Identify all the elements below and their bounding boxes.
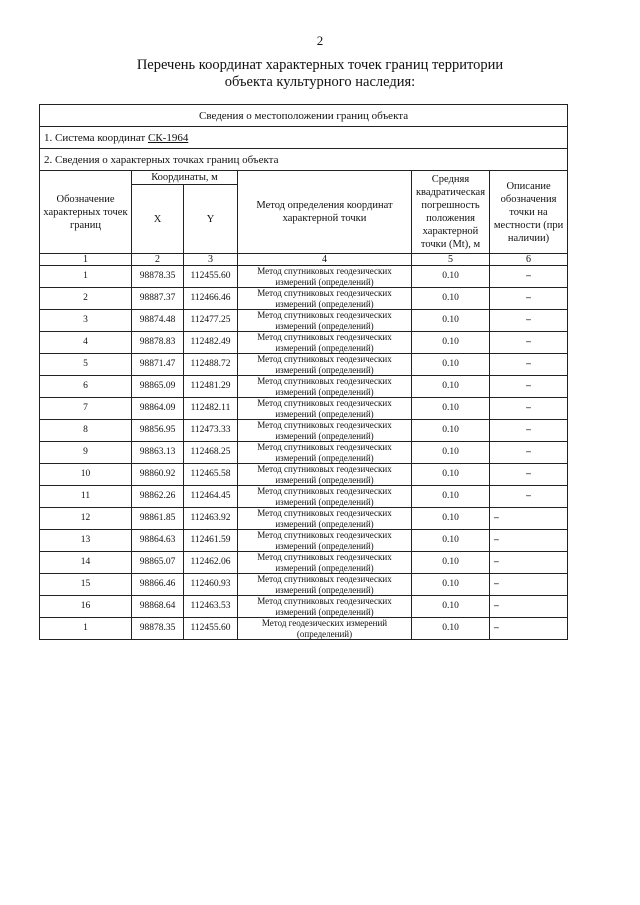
description-cell: – (490, 596, 568, 618)
description-cell: – (490, 530, 568, 552)
accuracy-cell: 0.10 (412, 442, 490, 464)
y-coordinate-cell: 112482.11 (184, 398, 238, 420)
y-coordinate-cell: 112463.92 (184, 508, 238, 530)
y-coordinate-cell: 112460.93 (184, 574, 238, 596)
column-number: 6 (490, 254, 568, 266)
method-cell: Метод спутниковых геодезических измерений (определений) (238, 310, 412, 332)
point-id-cell: 9 (40, 442, 132, 464)
table-row (40, 420, 568, 442)
table-row (40, 354, 568, 376)
point-id-cell: 2 (40, 288, 132, 310)
description-cell: – (490, 442, 568, 464)
x-coordinate-cell: 98864.09 (132, 398, 184, 420)
point-id-cell: 1 (40, 618, 132, 640)
title-line-1: Перечень координат характерных точек границ территории (136, 57, 504, 73)
point-id-cell: 7 (40, 398, 132, 420)
table-row (40, 288, 568, 310)
y-coordinate-cell: 112462.06 (184, 552, 238, 574)
coordinate-system-prefix: 1. Система координат (44, 131, 148, 144)
point-id-cell: 16 (40, 596, 132, 618)
x-coordinate-cell: 98871.47 (132, 354, 184, 376)
description-cell: – (490, 486, 568, 508)
accuracy-cell: 0.10 (412, 530, 490, 552)
point-id-cell: 6 (40, 376, 132, 398)
page-number: 2 (316, 33, 324, 48)
column-number: 5 (412, 254, 490, 266)
method-cell: Метод спутниковых геодезических измерений (определений) (238, 486, 412, 508)
x-coordinate-cell: 98856.95 (132, 420, 184, 442)
method-cell: Метод спутниковых геодезических измерений (определений) (238, 354, 412, 376)
point-id-cell: 11 (40, 486, 132, 508)
table-row (40, 266, 568, 288)
accuracy-cell: 0.10 (412, 552, 490, 574)
point-id-cell: 4 (40, 332, 132, 354)
table-row (40, 530, 568, 552)
y-coordinate-cell: 112482.49 (184, 332, 238, 354)
coordinate-system-name: СК-1964 (147, 131, 189, 144)
x-coordinate-cell: 98878.83 (132, 332, 184, 354)
accuracy-cell: 0.10 (412, 376, 490, 398)
description-cell: – (490, 288, 568, 310)
header-method: Метод определения координат характерной точки (238, 171, 412, 254)
x-coordinate-cell: 98865.07 (132, 552, 184, 574)
method-cell: Метод спутниковых геодезических измерений (определений) (238, 376, 412, 398)
accuracy-cell: 0.10 (412, 508, 490, 530)
y-coordinate-cell: 112465.58 (184, 464, 238, 486)
x-coordinate-cell: 98868.64 (132, 596, 184, 618)
description-cell: – (490, 464, 568, 486)
description-cell: – (490, 508, 568, 530)
point-id-cell: 12 (40, 508, 132, 530)
accuracy-cell: 0.10 (412, 486, 490, 508)
column-number: 2 (132, 254, 184, 266)
section-header: Сведения о местоположении границ объекта (40, 105, 568, 127)
column-number: 3 (184, 254, 238, 266)
description-cell: – (490, 332, 568, 354)
description-cell: – (490, 266, 568, 288)
description-cell: – (490, 574, 568, 596)
method-cell: Метод спутниковых геодезических измерений (определений) (238, 508, 412, 530)
x-coordinate-cell: 98864.63 (132, 530, 184, 552)
description-cell: – (490, 376, 568, 398)
accuracy-cell: 0.10 (412, 618, 490, 640)
header-coordinates: Координаты, м (132, 171, 238, 185)
point-id-cell: 10 (40, 464, 132, 486)
method-cell: Метод спутниковых геодезических измерений (определений) (238, 266, 412, 288)
table-row (40, 596, 568, 618)
header-x: X (132, 185, 184, 254)
y-coordinate-cell: 112473.33 (184, 420, 238, 442)
method-cell: Метод спутниковых геодезических измерений (определений) (238, 574, 412, 596)
y-coordinate-cell: 112455.60 (184, 266, 238, 288)
method-cell: Метод спутниковых геодезических измерений (определений) (238, 332, 412, 354)
accuracy-cell: 0.10 (412, 266, 490, 288)
method-cell: Метод спутниковых геодезических измерений (определений) (238, 552, 412, 574)
y-coordinate-cell: 112481.29 (184, 376, 238, 398)
header-point: Обозначение характерных точек границ (40, 171, 132, 254)
y-coordinate-cell: 112461.59 (184, 530, 238, 552)
x-coordinate-cell: 98866.46 (132, 574, 184, 596)
table-row (40, 574, 568, 596)
method-cell: Метод спутниковых геодезических измерений (определений) (238, 442, 412, 464)
description-cell: – (490, 552, 568, 574)
x-coordinate-cell: 98863.13 (132, 442, 184, 464)
x-coordinate-cell: 98861.85 (132, 508, 184, 530)
method-cell: Метод геодезических измерений (определений) (238, 618, 412, 640)
point-id-cell: 8 (40, 420, 132, 442)
description-cell: – (490, 354, 568, 376)
column-number: 1 (40, 254, 132, 266)
description-cell: – (490, 398, 568, 420)
column-number: 4 (238, 254, 412, 266)
header-description: Описание обозначения точки на местности (при наличии) (490, 171, 568, 254)
x-coordinate-cell: 98887.37 (132, 288, 184, 310)
x-coordinate-cell: 98878.35 (132, 618, 184, 640)
table-row (40, 508, 568, 530)
table-row (40, 310, 568, 332)
point-id-cell: 14 (40, 552, 132, 574)
table-row (40, 332, 568, 354)
table-row (40, 376, 568, 398)
point-id-cell: 3 (40, 310, 132, 332)
point-id-cell: 13 (40, 530, 132, 552)
accuracy-cell: 0.10 (412, 332, 490, 354)
y-coordinate-cell: 112466.46 (184, 288, 238, 310)
accuracy-cell: 0.10 (412, 354, 490, 376)
table-row (40, 464, 568, 486)
accuracy-cell: 0.10 (412, 288, 490, 310)
description-cell: – (490, 310, 568, 332)
point-id-cell: 1 (40, 266, 132, 288)
accuracy-cell: 0.10 (412, 420, 490, 442)
description-cell: – (490, 618, 568, 640)
y-coordinate-cell: 112488.72 (184, 354, 238, 376)
accuracy-cell: 0.10 (412, 574, 490, 596)
y-coordinate-cell: 112468.25 (184, 442, 238, 464)
points-section-row: 2. Сведения о характерных точках границ объекта (40, 149, 568, 171)
y-coordinate-cell: 112463.53 (184, 596, 238, 618)
x-coordinate-cell: 98878.35 (132, 266, 184, 288)
table-row (40, 618, 568, 640)
method-cell: Метод спутниковых геодезических измерений (определений) (238, 596, 412, 618)
table-row (40, 486, 568, 508)
header-y: Y (184, 185, 238, 254)
title-line-2: объекта культурного наследия: (224, 74, 416, 90)
y-coordinate-cell: 112455.60 (184, 618, 238, 640)
table-row (40, 442, 568, 464)
x-coordinate-cell: 98862.26 (132, 486, 184, 508)
y-coordinate-cell: 112464.45 (184, 486, 238, 508)
accuracy-cell: 0.10 (412, 310, 490, 332)
coordinate-system-row (40, 127, 568, 149)
point-id-cell: 15 (40, 574, 132, 596)
y-coordinate-cell: 112477.25 (184, 310, 238, 332)
table-row (40, 552, 568, 574)
method-cell: Метод спутниковых геодезических измерений (определений) (238, 464, 412, 486)
accuracy-cell: 0.10 (412, 398, 490, 420)
header-accuracy: Средняя квадратическая погрешность положения характерной точки (Мt), м (412, 171, 490, 254)
method-cell: Метод спутниковых геодезических измерений (определений) (238, 288, 412, 310)
method-cell: Метод спутниковых геодезических измерений (определений) (238, 420, 412, 442)
point-id-cell: 5 (40, 354, 132, 376)
x-coordinate-cell: 98860.92 (132, 464, 184, 486)
x-coordinate-cell: 98874.48 (132, 310, 184, 332)
description-cell: – (490, 420, 568, 442)
coordinates-table (39, 104, 568, 640)
document-title (0, 57, 640, 91)
table-row (40, 398, 568, 420)
accuracy-cell: 0.10 (412, 596, 490, 618)
accuracy-cell: 0.10 (412, 464, 490, 486)
method-cell: Метод спутниковых геодезических измерений (определений) (238, 398, 412, 420)
method-cell: Метод спутниковых геодезических измерений (определений) (238, 530, 412, 552)
x-coordinate-cell: 98865.09 (132, 376, 184, 398)
